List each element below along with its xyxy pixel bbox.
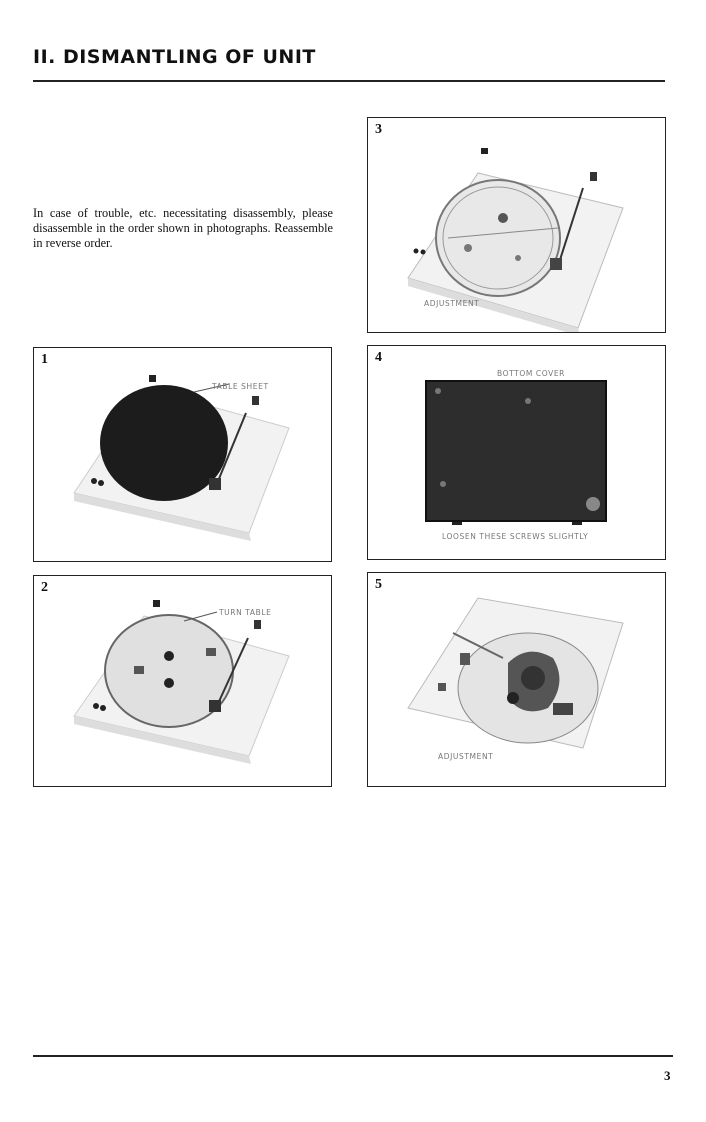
figure-caption: ADJUSTMENT xyxy=(438,752,494,761)
section-title: II. DISMANTLING OF UNIT xyxy=(33,46,316,68)
figure-3 xyxy=(367,117,666,333)
figure-caption: TABLE SHEET xyxy=(212,382,269,391)
figure-number: 5 xyxy=(375,577,382,592)
figure-caption-top: BOTTOM COVER xyxy=(497,369,565,378)
figure-caption-bottom: LOOSEN THESE SCREWS SLIGHTLY xyxy=(442,532,589,541)
figure-2 xyxy=(33,575,332,787)
intro-paragraph: In case of trouble, etc. necessitating disassembly, please disassemble in the order shown in photographs. Reassemble in reverse order. xyxy=(33,206,333,250)
header-rule xyxy=(33,80,665,82)
turntable-photo-with-sheet xyxy=(34,348,331,561)
turntable-photo-sheet-removed xyxy=(34,576,331,786)
figure-caption: ADJUSTMENT xyxy=(424,299,480,308)
figure-number: 2 xyxy=(41,580,48,595)
mechanism-photo xyxy=(368,573,665,786)
turntable-photo-platter-removed xyxy=(368,118,665,332)
figure-5 xyxy=(367,572,666,787)
figure-1 xyxy=(33,347,332,562)
figure-caption: TURN TABLE xyxy=(219,608,272,617)
figure-number: 1 xyxy=(41,352,48,367)
figure-number: 4 xyxy=(375,350,382,365)
page-number: 3 xyxy=(664,1068,671,1083)
footer-rule xyxy=(33,1055,673,1057)
figure-4 xyxy=(367,345,666,560)
figure-number: 3 xyxy=(375,122,382,137)
